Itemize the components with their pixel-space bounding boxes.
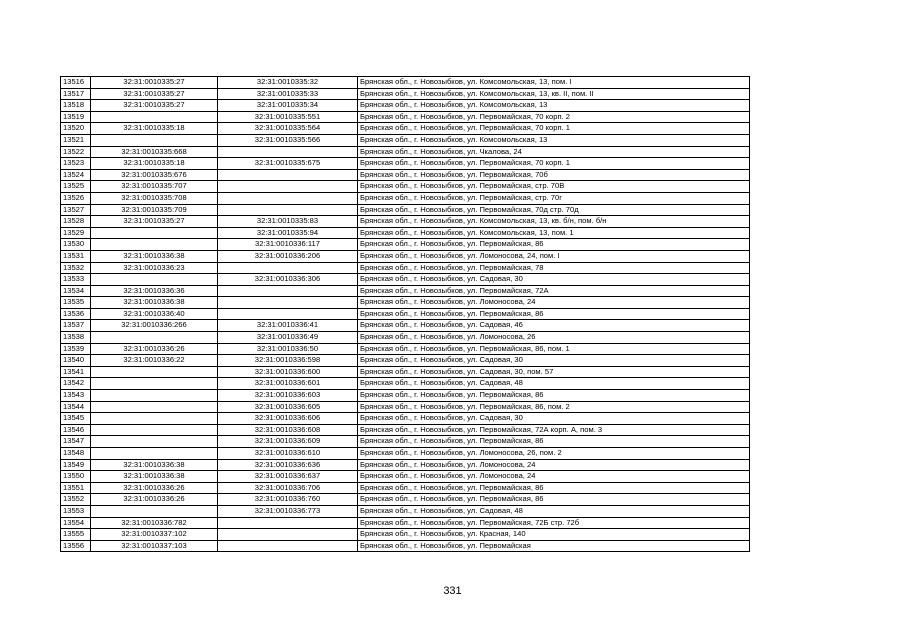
row-number-cell: 13519 xyxy=(61,111,91,123)
building-cadastral-number-cell: 32:31:0010336:601 xyxy=(218,378,358,390)
table-row xyxy=(61,181,750,193)
land-cadastral-number-cell xyxy=(91,227,218,239)
table-row xyxy=(61,401,750,413)
table-row xyxy=(61,100,750,112)
table-row xyxy=(61,424,750,436)
row-number-cell: 13546 xyxy=(61,424,91,436)
land-cadastral-number-cell xyxy=(91,390,218,402)
address-cell: Брянская обл., г. Новозыбков, ул. Комсомольская, 13 xyxy=(358,134,750,146)
building-cadastral-number-cell xyxy=(218,529,358,541)
row-number-cell: 13533 xyxy=(61,274,91,286)
table-row xyxy=(61,332,750,344)
building-cadastral-number-cell: 32:31:0010335:564 xyxy=(218,123,358,135)
table-row xyxy=(61,111,750,123)
address-cell: Брянская обл., г. Новозыбков, ул. Комсомольская, 13, кв. б/н, пом. б/н xyxy=(358,216,750,228)
table-row xyxy=(61,482,750,494)
land-cadastral-number-cell: 32:31:0010336:38 xyxy=(91,297,218,309)
row-number-cell: 13524 xyxy=(61,169,91,181)
building-cadastral-number-cell: 32:31:0010335:94 xyxy=(218,227,358,239)
table-row xyxy=(61,204,750,216)
table-row xyxy=(61,378,750,390)
land-cadastral-number-cell: 32:31:0010336:266 xyxy=(91,320,218,332)
table-row xyxy=(61,436,750,448)
address-cell: Брянская обл., г. Новозыбков, ул. Ломоносова, 24, пом. I xyxy=(358,250,750,262)
row-number-cell: 13548 xyxy=(61,448,91,460)
building-cadastral-number-cell: 32:31:0010336:598 xyxy=(218,355,358,367)
table-row xyxy=(61,448,750,460)
row-number-cell: 13553 xyxy=(61,505,91,517)
row-number-cell: 13531 xyxy=(61,250,91,262)
address-cell: Брянская обл., г. Новозыбков, ул. Комсомольская, 13, пом. I xyxy=(358,77,750,89)
building-cadastral-number-cell: 32:31:0010335:34 xyxy=(218,100,358,112)
row-number-cell: 13551 xyxy=(61,482,91,494)
property-register-table xyxy=(60,76,750,552)
land-cadastral-number-cell: 32:31:0010335:18 xyxy=(91,158,218,170)
building-cadastral-number-cell xyxy=(218,146,358,158)
table-row xyxy=(61,320,750,332)
address-cell: Брянская обл., г. Новозыбков, ул. Первомайская, 70 корп. 1 xyxy=(358,158,750,170)
building-cadastral-number-cell: 32:31:0010336:609 xyxy=(218,436,358,448)
row-number-cell: 13518 xyxy=(61,100,91,112)
table-row xyxy=(61,216,750,228)
row-number-cell: 13549 xyxy=(61,459,91,471)
row-number-cell: 13543 xyxy=(61,390,91,402)
table-row xyxy=(61,88,750,100)
address-cell: Брянская обл., г. Новозыбков, ул. Комсомольская, 13, кв. II, пом. II xyxy=(358,88,750,100)
address-cell: Брянская обл., г. Новозыбков, ул. Первомайская, 72А xyxy=(358,285,750,297)
land-cadastral-number-cell: 32:31:0010335:27 xyxy=(91,216,218,228)
address-cell: Брянская обл., г. Новозыбков, ул. Первомайская xyxy=(358,540,750,552)
table-row xyxy=(61,343,750,355)
table-row xyxy=(61,134,750,146)
address-cell: Брянская обл., г. Новозыбков, ул. Первомайская, 78 xyxy=(358,262,750,274)
table-row xyxy=(61,262,750,274)
building-cadastral-number-cell: 32:31:0010336:117 xyxy=(218,239,358,251)
row-number-cell: 13537 xyxy=(61,320,91,332)
address-cell: Брянская обл., г. Новозыбков, ул. Первомайская, 72Б стр. 72б xyxy=(358,517,750,529)
row-number-cell: 13555 xyxy=(61,529,91,541)
table-row xyxy=(61,123,750,135)
row-number-cell: 13516 xyxy=(61,77,91,89)
table-row xyxy=(61,250,750,262)
building-cadastral-number-cell: 32:31:0010335:33 xyxy=(218,88,358,100)
building-cadastral-number-cell xyxy=(218,308,358,320)
row-number-cell: 13538 xyxy=(61,332,91,344)
land-cadastral-number-cell: 32:31:0010336:26 xyxy=(91,343,218,355)
address-cell: Брянская обл., г. Новозыбков, ул. Садовая, 30 xyxy=(358,355,750,367)
land-cadastral-number-cell: 32:31:0010336:26 xyxy=(91,482,218,494)
table-row xyxy=(61,239,750,251)
building-cadastral-number-cell: 32:31:0010336:306 xyxy=(218,274,358,286)
row-number-cell: 13527 xyxy=(61,204,91,216)
table-row xyxy=(61,146,750,158)
land-cadastral-number-cell: 32:31:0010337:102 xyxy=(91,529,218,541)
row-number-cell: 13556 xyxy=(61,540,91,552)
row-number-cell: 13550 xyxy=(61,471,91,483)
address-cell: Брянская обл., г. Новозыбков, ул. Ломоносова, 24 xyxy=(358,471,750,483)
land-cadastral-number-cell xyxy=(91,424,218,436)
land-cadastral-number-cell: 32:31:0010336:36 xyxy=(91,285,218,297)
row-number-cell: 13534 xyxy=(61,285,91,297)
land-cadastral-number-cell: 32:31:0010335:27 xyxy=(91,77,218,89)
building-cadastral-number-cell: 32:31:0010336:608 xyxy=(218,424,358,436)
row-number-cell: 13528 xyxy=(61,216,91,228)
row-number-cell: 13525 xyxy=(61,181,91,193)
row-number-cell: 13529 xyxy=(61,227,91,239)
table-row xyxy=(61,471,750,483)
building-cadastral-number-cell xyxy=(218,262,358,274)
row-number-cell: 13517 xyxy=(61,88,91,100)
land-cadastral-number-cell xyxy=(91,505,218,517)
table-row xyxy=(61,158,750,170)
building-cadastral-number-cell: 32:31:0010336:760 xyxy=(218,494,358,506)
address-cell: Брянская обл., г. Новозыбков, ул. Первомайская, 86 xyxy=(358,436,750,448)
table-row xyxy=(61,308,750,320)
table-row xyxy=(61,285,750,297)
building-cadastral-number-cell: 32:31:0010336:610 xyxy=(218,448,358,460)
address-cell: Брянская обл., г. Новозыбков, ул. Первомайская, 70б xyxy=(358,169,750,181)
building-cadastral-number-cell xyxy=(218,192,358,204)
address-cell: Брянская обл., г. Новозыбков, ул. Садовая, 48 xyxy=(358,378,750,390)
page-number: 331 xyxy=(443,585,462,597)
building-cadastral-number-cell: 32:31:0010335:83 xyxy=(218,216,358,228)
land-cadastral-number-cell: 32:31:0010336:23 xyxy=(91,262,218,274)
row-number-cell: 13545 xyxy=(61,413,91,425)
address-cell: Брянская обл., г. Новозыбков, ул. Первомайская, 86 xyxy=(358,494,750,506)
land-cadastral-number-cell: 32:31:0010335:707 xyxy=(91,181,218,193)
address-cell: Брянская обл., г. Новозыбков, ул. Первомайская, 70д стр. 70д xyxy=(358,204,750,216)
building-cadastral-number-cell xyxy=(218,297,358,309)
building-cadastral-number-cell: 32:31:0010335:566 xyxy=(218,134,358,146)
building-cadastral-number-cell: 32:31:0010336:603 xyxy=(218,390,358,402)
address-cell: Брянская обл., г. Новозыбков, ул. Ломоносова, 24 xyxy=(358,297,750,309)
land-cadastral-number-cell: 32:31:0010336:38 xyxy=(91,250,218,262)
table-row xyxy=(61,366,750,378)
building-cadastral-number-cell: 32:31:0010335:551 xyxy=(218,111,358,123)
address-cell: Брянская обл., г. Новозыбков, ул. Ломоносова, 24 xyxy=(358,459,750,471)
land-cadastral-number-cell: 32:31:0010335:708 xyxy=(91,192,218,204)
building-cadastral-number-cell: 32:31:0010336:41 xyxy=(218,320,358,332)
address-cell: Брянская обл., г. Новозыбков, ул. Комсомольская, 13 xyxy=(358,100,750,112)
address-cell: Брянская обл., г. Новозыбков, ул. Ломоносова, 26, пом. 2 xyxy=(358,448,750,460)
building-cadastral-number-cell: 32:31:0010336:606 xyxy=(218,413,358,425)
table-row xyxy=(61,77,750,89)
land-cadastral-number-cell xyxy=(91,274,218,286)
table-row xyxy=(61,169,750,181)
row-number-cell: 13547 xyxy=(61,436,91,448)
land-cadastral-number-cell: 32:31:0010335:676 xyxy=(91,169,218,181)
land-cadastral-number-cell: 32:31:0010336:26 xyxy=(91,494,218,506)
table-row xyxy=(61,192,750,204)
table-row xyxy=(61,540,750,552)
row-number-cell: 13532 xyxy=(61,262,91,274)
address-cell: Брянская обл., г. Новозыбков, ул. Комсомольская, 13, пом. 1 xyxy=(358,227,750,239)
table-row xyxy=(61,390,750,402)
land-cadastral-number-cell: 32:31:0010335:668 xyxy=(91,146,218,158)
land-cadastral-number-cell: 32:31:0010336:38 xyxy=(91,471,218,483)
row-number-cell: 13523 xyxy=(61,158,91,170)
register-table-body xyxy=(61,77,750,552)
address-cell: Брянская обл., г. Новозыбков, ул. Садовая, 30, пом. 57 xyxy=(358,366,750,378)
land-cadastral-number-cell xyxy=(91,413,218,425)
building-cadastral-number-cell xyxy=(218,517,358,529)
land-cadastral-number-cell xyxy=(91,111,218,123)
row-number-cell: 13530 xyxy=(61,239,91,251)
address-cell: Брянская обл., г. Новозыбков, ул. Чкалова, 24 xyxy=(358,146,750,158)
row-number-cell: 13526 xyxy=(61,192,91,204)
address-cell: Брянская обл., г. Новозыбков, ул. Первомайская, 86 xyxy=(358,482,750,494)
building-cadastral-number-cell: 32:31:0010336:49 xyxy=(218,332,358,344)
building-cadastral-number-cell: 32:31:0010336:637 xyxy=(218,471,358,483)
building-cadastral-number-cell xyxy=(218,181,358,193)
row-number-cell: 13540 xyxy=(61,355,91,367)
row-number-cell: 13520 xyxy=(61,123,91,135)
address-cell: Брянская обл., г. Новозыбков, ул. Первомайская, стр. 70г xyxy=(358,192,750,204)
building-cadastral-number-cell: 32:31:0010336:706 xyxy=(218,482,358,494)
table-row xyxy=(61,459,750,471)
building-cadastral-number-cell: 32:31:0010336:636 xyxy=(218,459,358,471)
table-row xyxy=(61,529,750,541)
address-cell: Брянская обл., г. Новозыбков, ул. Садовая, 46 xyxy=(358,320,750,332)
land-cadastral-number-cell: 32:31:0010336:40 xyxy=(91,308,218,320)
building-cadastral-number-cell xyxy=(218,169,358,181)
building-cadastral-number-cell: 32:31:0010335:32 xyxy=(218,77,358,89)
table-row xyxy=(61,355,750,367)
address-cell: Брянская обл., г. Новозыбков, ул. Красная, 140 xyxy=(358,529,750,541)
address-cell: Брянская обл., г. Новозыбков, ул. Первомайская, 86 xyxy=(358,390,750,402)
table-row xyxy=(61,505,750,517)
address-cell: Брянская обл., г. Новозыбков, ул. Первомайская, 86, пом. 2 xyxy=(358,401,750,413)
table-row xyxy=(61,274,750,286)
building-cadastral-number-cell xyxy=(218,204,358,216)
land-cadastral-number-cell xyxy=(91,239,218,251)
row-number-cell: 13541 xyxy=(61,366,91,378)
land-cadastral-number-cell xyxy=(91,366,218,378)
row-number-cell: 13539 xyxy=(61,343,91,355)
land-cadastral-number-cell: 32:31:0010335:27 xyxy=(91,88,218,100)
building-cadastral-number-cell: 32:31:0010335:675 xyxy=(218,158,358,170)
table-row xyxy=(61,494,750,506)
address-cell: Брянская обл., г. Новозыбков, ул. Первомайская, 72А корп. А, пом. 3 xyxy=(358,424,750,436)
land-cadastral-number-cell: 32:31:0010337:103 xyxy=(91,540,218,552)
row-number-cell: 13544 xyxy=(61,401,91,413)
land-cadastral-number-cell: 32:31:0010336:22 xyxy=(91,355,218,367)
building-cadastral-number-cell xyxy=(218,540,358,552)
address-cell: Брянская обл., г. Новозыбков, ул. Первомайская, 86, пом. 1 xyxy=(358,343,750,355)
land-cadastral-number-cell xyxy=(91,332,218,344)
row-number-cell: 13536 xyxy=(61,308,91,320)
land-cadastral-number-cell: 32:31:0010336:782 xyxy=(91,517,218,529)
table-row xyxy=(61,227,750,239)
row-number-cell: 13521 xyxy=(61,134,91,146)
table-row xyxy=(61,413,750,425)
address-cell: Брянская обл., г. Новозыбков, ул. Ломоносова, 26 xyxy=(358,332,750,344)
row-number-cell: 13554 xyxy=(61,517,91,529)
land-cadastral-number-cell: 32:31:0010335:709 xyxy=(91,204,218,216)
row-number-cell: 13522 xyxy=(61,146,91,158)
building-cadastral-number-cell: 32:31:0010336:773 xyxy=(218,505,358,517)
land-cadastral-number-cell xyxy=(91,436,218,448)
land-cadastral-number-cell: 32:31:0010335:18 xyxy=(91,123,218,135)
row-number-cell: 13542 xyxy=(61,378,91,390)
land-cadastral-number-cell xyxy=(91,448,218,460)
address-cell: Брянская обл., г. Новозыбков, ул. Садовая, 30 xyxy=(358,413,750,425)
address-cell: Брянская обл., г. Новозыбков, ул. Первомайская, 70 корп. 2 xyxy=(358,111,750,123)
land-cadastral-number-cell: 32:31:0010335:27 xyxy=(91,100,218,112)
building-cadastral-number-cell xyxy=(218,285,358,297)
land-cadastral-number-cell: 32:31:0010336:38 xyxy=(91,459,218,471)
land-cadastral-number-cell xyxy=(91,134,218,146)
building-cadastral-number-cell: 32:31:0010336:50 xyxy=(218,343,358,355)
building-cadastral-number-cell: 32:31:0010336:600 xyxy=(218,366,358,378)
table-row xyxy=(61,297,750,309)
address-cell: Брянская обл., г. Новозыбков, ул. Первомайская, 70 корп. 1 xyxy=(358,123,750,135)
land-cadastral-number-cell xyxy=(91,378,218,390)
row-number-cell: 13552 xyxy=(61,494,91,506)
address-cell: Брянская обл., г. Новозыбков, ул. Садовая, 48 xyxy=(358,505,750,517)
address-cell: Брянская обл., г. Новозыбков, ул. Первомайская, 86 xyxy=(358,239,750,251)
building-cadastral-number-cell: 32:31:0010336:605 xyxy=(218,401,358,413)
address-cell: Брянская обл., г. Новозыбков, ул. Садовая, 30 xyxy=(358,274,750,286)
address-cell: Брянская обл., г. Новозыбков, ул. Первомайская, стр. 70В xyxy=(358,181,750,193)
row-number-cell: 13535 xyxy=(61,297,91,309)
address-cell: Брянская обл., г. Новозыбков, ул. Первомайская, 86 xyxy=(358,308,750,320)
table-row xyxy=(61,517,750,529)
building-cadastral-number-cell: 32:31:0010336:206 xyxy=(218,250,358,262)
land-cadastral-number-cell xyxy=(91,401,218,413)
